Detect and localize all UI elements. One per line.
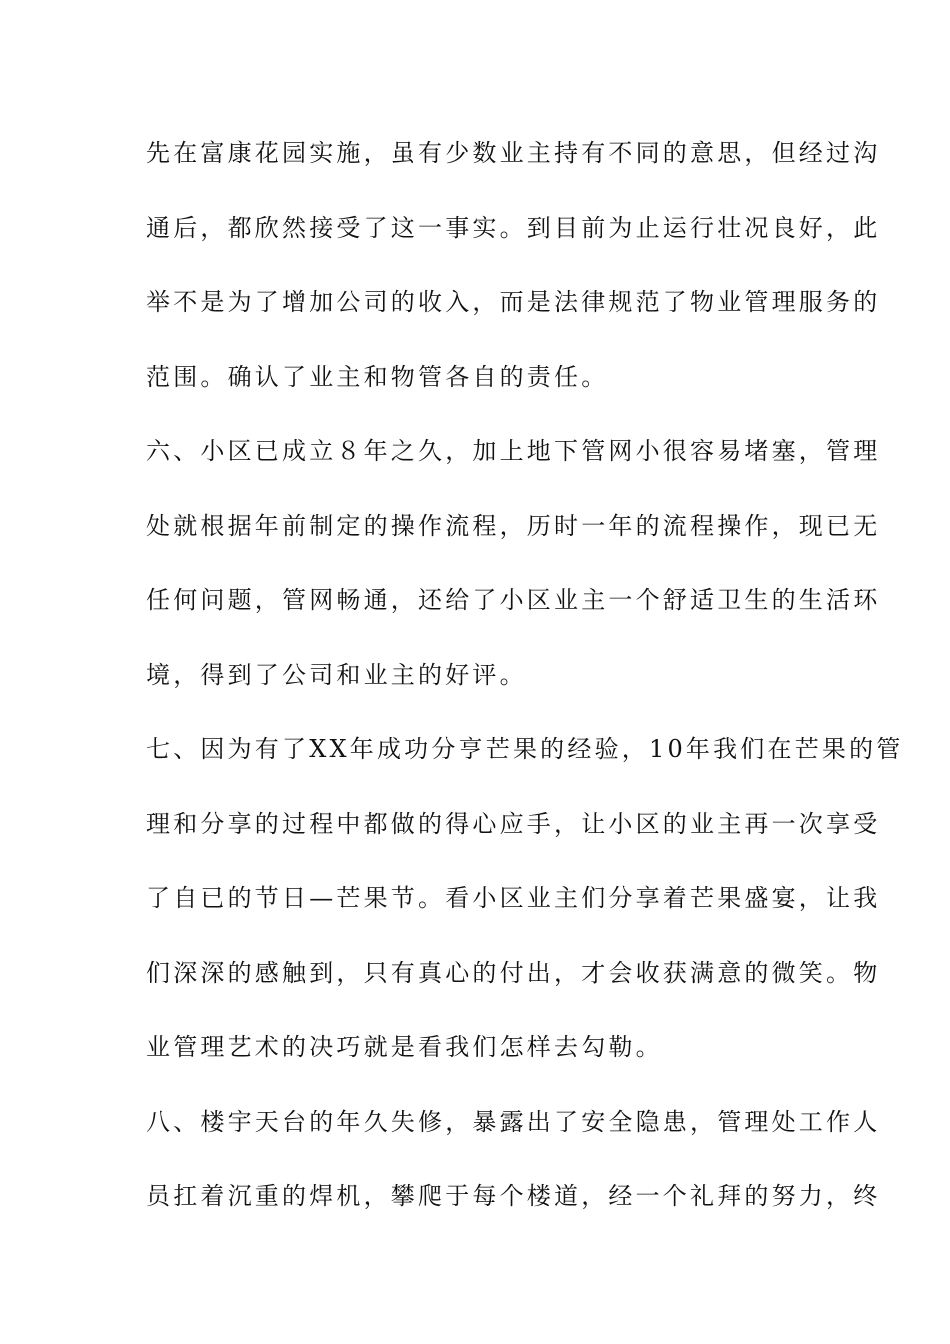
text-line: 处就根据年前制定的操作流程，历时一年的流程操作，现已无 (146, 511, 881, 540)
text-line: 了自已的节日—芒果节。看小区业主们分享着芒果盛宴，让我 (146, 884, 881, 912)
text-line: 通后，都欣然接受了这一事实。到目前为止运行壮况良好，此 (146, 213, 881, 242)
text-line: 范围。确认了业主和物管各自的责任。 (146, 362, 609, 391)
text-line: 们深深的感触到，只有真心的付出，才会收获满意的微笑。物 (146, 958, 881, 987)
text-line: 六、小区已成立８年之久，加上地下管网小很容易堵塞，管理 (146, 437, 881, 465)
document-body (146, 128, 904, 1246)
text-line: 业管理艺术的决巧就是看我们怎样去勾勒。 (146, 1033, 663, 1061)
text-line: 举不是为了增加公司的收入，而是法律规范了物业管理服务的 (146, 288, 881, 316)
text-line: 理和分享的过程中都做的得心应手，让小区的业主再一次享受 (146, 809, 881, 838)
text-line: 员扛着沉重的焊机，攀爬于每个楼道，经一个礼拜的努力，终 (146, 1182, 881, 1210)
text-line: 任何问题，管网畅通，还给了小区业主一个舒适卫生的生活环 (146, 586, 881, 614)
text-line: 先在富康花园实施，虽有少数业主持有不同的意思，但经过沟 (146, 139, 881, 167)
text-line: 八、楼宇天台的年久失修，暴露出了安全隐患，管理处工作人 (146, 1107, 881, 1136)
text-line: 七、因为有了XX年成功分亨芒果的经验，10年我们在芒果的管 (146, 735, 904, 763)
text-line: 境，得到了公司和业主的好评。 (146, 660, 527, 689)
